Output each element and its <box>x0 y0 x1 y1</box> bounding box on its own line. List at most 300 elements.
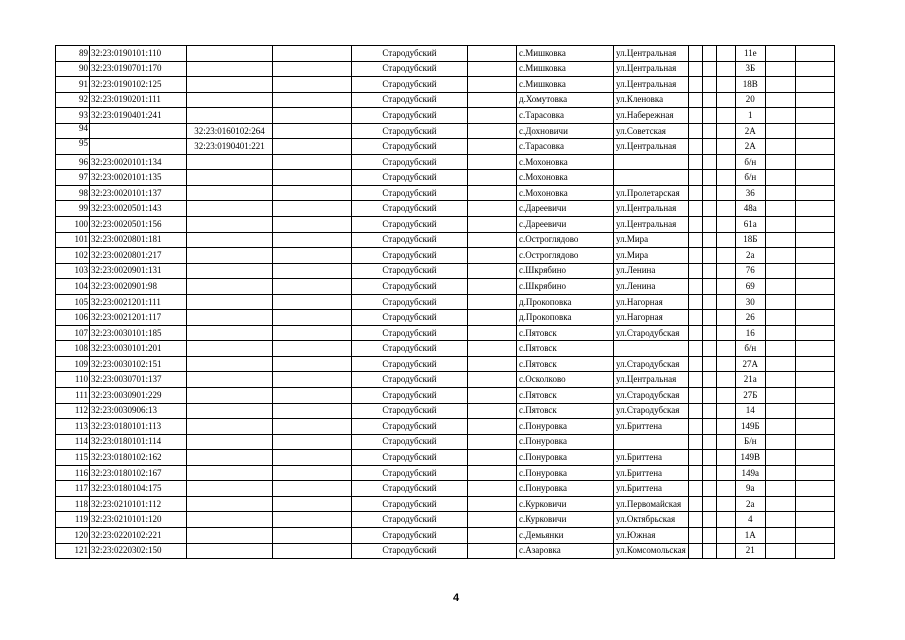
table-row <box>56 434 835 450</box>
row-number: 104 <box>56 279 90 295</box>
street-cell: ул.Центральная <box>614 372 689 388</box>
street-cell: ул.Нагорная <box>614 310 689 326</box>
empty-cell <box>795 154 834 170</box>
empty-cell <box>688 123 702 139</box>
empty-cell <box>716 512 735 528</box>
empty-cell <box>795 263 834 279</box>
row-number: 91 <box>56 77 90 93</box>
cadastral-number-cell: 32:23:0030906:13 <box>90 403 187 419</box>
empty-cell <box>468 310 517 326</box>
empty-cell <box>273 46 352 62</box>
empty-cell <box>765 388 795 404</box>
empty-cell <box>273 527 352 543</box>
row-number: 112 <box>56 403 90 419</box>
empty-cell <box>273 450 352 466</box>
empty-cell <box>468 527 517 543</box>
empty-cell <box>765 465 795 481</box>
street-cell: ул.Бриттена <box>614 450 689 466</box>
street-cell <box>614 154 689 170</box>
empty-cell <box>273 496 352 512</box>
empty-cell <box>273 201 352 217</box>
table-row <box>56 325 835 341</box>
empty-cell <box>702 248 716 264</box>
empty-cell <box>468 232 517 248</box>
empty-cell <box>716 310 735 326</box>
house-number-cell: 2А <box>735 139 765 155</box>
settlement-cell: с.Дареевичи <box>517 217 614 233</box>
table-row <box>56 341 835 357</box>
empty-cell <box>795 419 834 435</box>
empty-cell <box>468 154 517 170</box>
house-number-cell: 1 <box>735 108 765 124</box>
house-number-cell: б/н <box>735 154 765 170</box>
empty-cell <box>765 450 795 466</box>
district-cell: Стародубский <box>352 356 468 372</box>
row-number: 89 <box>56 46 90 62</box>
settlement-cell: с.Осколково <box>517 372 614 388</box>
house-number-cell: 2а <box>735 496 765 512</box>
empty-cell <box>795 356 834 372</box>
street-cell: ул.Набережная <box>614 108 689 124</box>
empty-cell <box>468 61 517 77</box>
empty-cell <box>716 543 735 559</box>
empty-cell <box>765 248 795 264</box>
empty-cell <box>795 248 834 264</box>
empty-cell <box>765 481 795 497</box>
empty-cell <box>273 325 352 341</box>
empty-cell <box>765 543 795 559</box>
cadastral-number-cell: 32:23:0020101:135 <box>90 170 187 186</box>
table-row <box>56 92 835 108</box>
empty-cell <box>702 170 716 186</box>
empty-cell <box>716 481 735 497</box>
empty-cell <box>688 543 702 559</box>
house-number-cell: 27Б <box>735 388 765 404</box>
previous-cadastral-number-cell <box>187 294 273 310</box>
table-row <box>56 263 835 279</box>
empty-cell <box>273 294 352 310</box>
row-number: 101 <box>56 232 90 248</box>
row-number: 114 <box>56 434 90 450</box>
empty-cell <box>468 248 517 264</box>
cadastral-number-cell: 32:23:0020801:217 <box>90 248 187 264</box>
house-number-cell: б/н <box>735 170 765 186</box>
empty-cell <box>688 77 702 93</box>
empty-cell <box>273 248 352 264</box>
settlement-cell: с.Шкрябино <box>517 279 614 295</box>
previous-cadastral-number-cell <box>187 419 273 435</box>
empty-cell <box>702 139 716 155</box>
empty-cell <box>273 123 352 139</box>
empty-cell <box>688 310 702 326</box>
cadastral-number-cell: 32:23:0030701:137 <box>90 372 187 388</box>
settlement-cell: с.Мишковка <box>517 61 614 77</box>
empty-cell <box>795 527 834 543</box>
table-row <box>56 356 835 372</box>
empty-cell <box>273 217 352 233</box>
empty-cell <box>468 465 517 481</box>
table-row <box>56 279 835 295</box>
row-number: 103 <box>56 263 90 279</box>
row-number: 117 <box>56 481 90 497</box>
empty-cell <box>468 403 517 419</box>
street-cell: ул.Мира <box>614 248 689 264</box>
settlement-cell: с.Пятовск <box>517 356 614 372</box>
empty-cell <box>468 512 517 528</box>
house-number-cell: б/н <box>735 341 765 357</box>
row-number: 120 <box>56 527 90 543</box>
empty-cell <box>468 341 517 357</box>
empty-cell <box>702 341 716 357</box>
empty-cell <box>688 388 702 404</box>
previous-cadastral-number-cell <box>187 77 273 93</box>
empty-cell <box>765 419 795 435</box>
empty-cell <box>688 108 702 124</box>
empty-cell <box>273 61 352 77</box>
empty-cell <box>468 388 517 404</box>
empty-cell <box>795 139 834 155</box>
house-number-cell: 18В <box>735 77 765 93</box>
previous-cadastral-number-cell <box>187 434 273 450</box>
district-cell: Стародубский <box>352 403 468 419</box>
cadastral-number-cell: 32:23:0220302:150 <box>90 543 187 559</box>
cadastral-number-cell: 32:23:0020901:98 <box>90 279 187 295</box>
row-number: 107 <box>56 325 90 341</box>
row-number: 113 <box>56 419 90 435</box>
district-cell: Стародубский <box>352 232 468 248</box>
empty-cell <box>688 481 702 497</box>
cadastral-number-cell: 32:23:0190701:170 <box>90 61 187 77</box>
empty-cell <box>765 46 795 62</box>
district-cell: Стародубский <box>352 372 468 388</box>
street-cell: ул.Кленовка <box>614 92 689 108</box>
previous-cadastral-number-cell <box>187 325 273 341</box>
house-number-cell: 149а <box>735 465 765 481</box>
empty-cell <box>716 217 735 233</box>
empty-cell <box>688 356 702 372</box>
empty-cell <box>765 263 795 279</box>
empty-cell <box>795 450 834 466</box>
table-row <box>56 123 835 139</box>
house-number-cell: 21 <box>735 543 765 559</box>
district-cell: Стародубский <box>352 419 468 435</box>
previous-cadastral-number-cell <box>187 232 273 248</box>
district-cell: Стародубский <box>352 543 468 559</box>
empty-cell <box>702 325 716 341</box>
row-number: 94 <box>56 123 90 139</box>
settlement-cell: с.Понуровка <box>517 434 614 450</box>
empty-cell <box>688 46 702 62</box>
district-cell: Стародубский <box>352 185 468 201</box>
cadastral-number-cell: 32:23:0020101:137 <box>90 185 187 201</box>
empty-cell <box>702 388 716 404</box>
row-number: 102 <box>56 248 90 264</box>
empty-cell <box>795 217 834 233</box>
empty-cell <box>688 170 702 186</box>
table-row <box>56 232 835 248</box>
empty-cell <box>702 481 716 497</box>
previous-cadastral-number-cell <box>187 154 273 170</box>
empty-cell <box>702 419 716 435</box>
street-cell <box>614 341 689 357</box>
settlement-cell: с.Пятовск <box>517 325 614 341</box>
row-number: 110 <box>56 372 90 388</box>
empty-cell <box>688 139 702 155</box>
previous-cadastral-number-cell <box>187 170 273 186</box>
empty-cell <box>716 108 735 124</box>
empty-cell <box>468 77 517 93</box>
previous-cadastral-number-cell <box>187 356 273 372</box>
empty-cell <box>468 263 517 279</box>
empty-cell <box>765 217 795 233</box>
empty-cell <box>765 325 795 341</box>
empty-cell <box>795 92 834 108</box>
street-cell: ул.Центральная <box>614 61 689 77</box>
cadastral-number-cell: 32:23:0180101:113 <box>90 419 187 435</box>
cadastral-number-cell: 32:23:0030101:201 <box>90 341 187 357</box>
empty-cell <box>688 450 702 466</box>
settlement-cell: с.Пятовск <box>517 403 614 419</box>
cadastral-number-cell: 32:23:0021201:111 <box>90 294 187 310</box>
empty-cell <box>795 465 834 481</box>
settlement-cell: с.Демьянки <box>517 527 614 543</box>
empty-cell <box>273 356 352 372</box>
empty-cell <box>765 92 795 108</box>
street-cell: ул.Центральная <box>614 46 689 62</box>
table-row <box>56 450 835 466</box>
empty-cell <box>273 92 352 108</box>
empty-cell <box>702 310 716 326</box>
empty-cell <box>765 139 795 155</box>
cadastral-number-cell: 32:23:0020501:143 <box>90 201 187 217</box>
empty-cell <box>468 279 517 295</box>
settlement-cell: с.Тарасовка <box>517 139 614 155</box>
district-cell: Стародубский <box>352 279 468 295</box>
house-number-cell: 48а <box>735 201 765 217</box>
settlement-cell: с.Дареевичи <box>517 201 614 217</box>
house-number-cell: 2а <box>735 248 765 264</box>
empty-cell <box>468 543 517 559</box>
settlement-cell: с.Остроглядово <box>517 248 614 264</box>
table-row <box>56 139 835 155</box>
row-number: 95 <box>56 139 90 155</box>
empty-cell <box>795 496 834 512</box>
table-row <box>56 527 835 543</box>
empty-cell <box>688 403 702 419</box>
empty-cell <box>716 465 735 481</box>
page-number: 4 <box>452 592 460 604</box>
district-cell: Стародубский <box>352 92 468 108</box>
empty-cell <box>765 496 795 512</box>
street-cell: ул.Первомайская <box>614 496 689 512</box>
district-cell: Стародубский <box>352 325 468 341</box>
cadastral-number-cell: 32:23:0180102:162 <box>90 450 187 466</box>
empty-cell <box>688 527 702 543</box>
empty-cell <box>795 279 834 295</box>
empty-cell <box>702 263 716 279</box>
empty-cell <box>765 434 795 450</box>
empty-cell <box>468 123 517 139</box>
empty-cell <box>688 154 702 170</box>
empty-cell <box>702 123 716 139</box>
empty-cell <box>273 481 352 497</box>
empty-cell <box>765 61 795 77</box>
empty-cell <box>716 61 735 77</box>
district-cell: Стародубский <box>352 527 468 543</box>
empty-cell <box>795 46 834 62</box>
table-row <box>56 388 835 404</box>
street-cell: ул.Бриттена <box>614 419 689 435</box>
cadastral-number-cell: 32:23:0021201:117 <box>90 310 187 326</box>
empty-cell <box>273 372 352 388</box>
empty-cell <box>702 46 716 62</box>
empty-cell <box>702 356 716 372</box>
street-cell: ул.Стародубская <box>614 388 689 404</box>
empty-cell <box>468 92 517 108</box>
street-cell: ул.Стародубская <box>614 356 689 372</box>
table-row <box>56 465 835 481</box>
row-number: 98 <box>56 185 90 201</box>
empty-cell <box>795 77 834 93</box>
empty-cell <box>468 434 517 450</box>
table-row <box>56 294 835 310</box>
street-cell: ул.Мира <box>614 232 689 248</box>
empty-cell <box>273 465 352 481</box>
cadastral-number-cell <box>90 123 187 139</box>
empty-cell <box>688 217 702 233</box>
district-cell: Стародубский <box>352 123 468 139</box>
previous-cadastral-number-cell: 32:23:0160102:264 <box>187 123 273 139</box>
empty-cell <box>273 263 352 279</box>
empty-cell <box>273 154 352 170</box>
district-cell: Стародубский <box>352 201 468 217</box>
district-cell: Стародубский <box>352 217 468 233</box>
empty-cell <box>765 372 795 388</box>
empty-cell <box>468 294 517 310</box>
empty-cell <box>688 201 702 217</box>
district-cell: Стародубский <box>352 154 468 170</box>
empty-cell <box>688 279 702 295</box>
table-row <box>56 170 835 186</box>
empty-cell <box>468 139 517 155</box>
previous-cadastral-number-cell <box>187 248 273 264</box>
row-number: 90 <box>56 61 90 77</box>
previous-cadastral-number-cell <box>187 310 273 326</box>
table-row <box>56 248 835 264</box>
empty-cell <box>795 372 834 388</box>
house-number-cell: 3Б <box>735 61 765 77</box>
street-cell: ул.Ленина <box>614 279 689 295</box>
empty-cell <box>273 77 352 93</box>
empty-cell <box>468 372 517 388</box>
empty-cell <box>273 108 352 124</box>
table-row <box>56 512 835 528</box>
previous-cadastral-number-cell <box>187 388 273 404</box>
empty-cell <box>688 294 702 310</box>
empty-cell <box>795 543 834 559</box>
empty-cell <box>795 201 834 217</box>
previous-cadastral-number-cell <box>187 512 273 528</box>
district-cell: Стародубский <box>352 465 468 481</box>
empty-cell <box>702 465 716 481</box>
empty-cell <box>688 92 702 108</box>
empty-cell <box>716 496 735 512</box>
row-number: 106 <box>56 310 90 326</box>
row-number: 93 <box>56 108 90 124</box>
settlement-cell: с.Пятовск <box>517 388 614 404</box>
settlement-cell: с.Курковичи <box>517 512 614 528</box>
empty-cell <box>795 341 834 357</box>
street-cell: ул.Бриттена <box>614 481 689 497</box>
table-row <box>56 108 835 124</box>
empty-cell <box>702 372 716 388</box>
empty-cell <box>702 434 716 450</box>
settlement-cell: с.Дохновичи <box>517 123 614 139</box>
empty-cell <box>795 434 834 450</box>
empty-cell <box>795 232 834 248</box>
house-number-cell: 1А <box>735 527 765 543</box>
district-cell: Стародубский <box>352 170 468 186</box>
empty-cell <box>273 139 352 155</box>
previous-cadastral-number-cell <box>187 201 273 217</box>
district-cell: Стародубский <box>352 108 468 124</box>
house-number-cell: Б/н <box>735 434 765 450</box>
empty-cell <box>795 123 834 139</box>
empty-cell <box>716 46 735 62</box>
settlement-cell: с.Курковичи <box>517 496 614 512</box>
house-number-cell: 21а <box>735 372 765 388</box>
district-cell: Стародубский <box>352 512 468 528</box>
empty-cell <box>273 185 352 201</box>
empty-cell <box>765 201 795 217</box>
previous-cadastral-number-cell <box>187 108 273 124</box>
empty-cell <box>702 294 716 310</box>
empty-cell <box>716 263 735 279</box>
settlement-cell: с.Шкрябино <box>517 263 614 279</box>
empty-cell <box>716 403 735 419</box>
house-number-cell: 27А <box>735 356 765 372</box>
cadastral-number-cell: 32:23:0180101:114 <box>90 434 187 450</box>
empty-cell <box>716 232 735 248</box>
previous-cadastral-number-cell <box>187 527 273 543</box>
previous-cadastral-number-cell <box>187 543 273 559</box>
empty-cell <box>273 403 352 419</box>
cadastral-number-cell: 32:23:0180102:167 <box>90 465 187 481</box>
row-number: 99 <box>56 201 90 217</box>
empty-cell <box>273 232 352 248</box>
cadastral-number-cell: 32:23:0030101:185 <box>90 325 187 341</box>
empty-cell <box>468 46 517 62</box>
street-cell: ул.Стародубская <box>614 403 689 419</box>
cadastral-number-cell: 32:23:0210101:120 <box>90 512 187 528</box>
empty-cell <box>795 108 834 124</box>
empty-cell <box>688 465 702 481</box>
cadastral-number-cell: 32:23:0020901:131 <box>90 263 187 279</box>
empty-cell <box>765 512 795 528</box>
empty-cell <box>716 77 735 93</box>
empty-cell <box>795 294 834 310</box>
empty-cell <box>795 310 834 326</box>
empty-cell <box>765 232 795 248</box>
table-row <box>56 46 835 62</box>
district-cell: Стародубский <box>352 434 468 450</box>
row-number: 115 <box>56 450 90 466</box>
house-number-cell: 61а <box>735 217 765 233</box>
empty-cell <box>688 185 702 201</box>
row-number: 105 <box>56 294 90 310</box>
empty-cell <box>468 185 517 201</box>
cadastral-number-cell: 32:23:0190101:110 <box>90 46 187 62</box>
